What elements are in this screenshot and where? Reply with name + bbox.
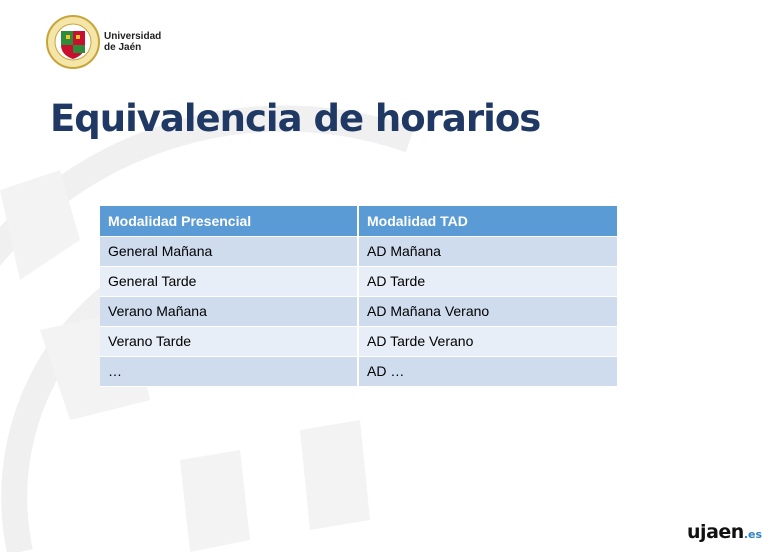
university-seal-icon [46,15,100,69]
equivalence-table [100,206,617,387]
header-tad: Modalidad TAD [358,206,617,236]
table-cell: AD Mañana Verano [358,296,617,326]
logo-line-1: Universidad [104,31,162,42]
table-cell: AD Tarde [358,266,617,296]
table-cell: General Tarde [100,266,358,296]
table-row [100,236,617,266]
table-cell: Verano Mañana [100,296,358,326]
table-row [100,266,617,296]
table-header-row [100,206,617,236]
table-cell: General Mañana [100,236,358,266]
table-row [100,326,617,356]
table-cell: AD … [358,356,617,386]
header-presencial: Modalidad Presencial [100,206,358,236]
table-cell: … [100,356,358,386]
table-cell: AD Tarde Verano [358,326,617,356]
table-cell: Verano Tarde [100,326,358,356]
page-title: Equivalencia de horarios [50,97,541,140]
table-row [100,296,617,326]
footer-brand-name: ujaen [687,521,744,543]
footer-brand-domain: .es [743,528,762,541]
table-row [100,356,617,386]
university-logo [46,15,161,69]
table-cell: AD Mañana [358,236,617,266]
footer-brand [687,521,762,543]
logo-line-2: de Jaén [104,42,142,53]
